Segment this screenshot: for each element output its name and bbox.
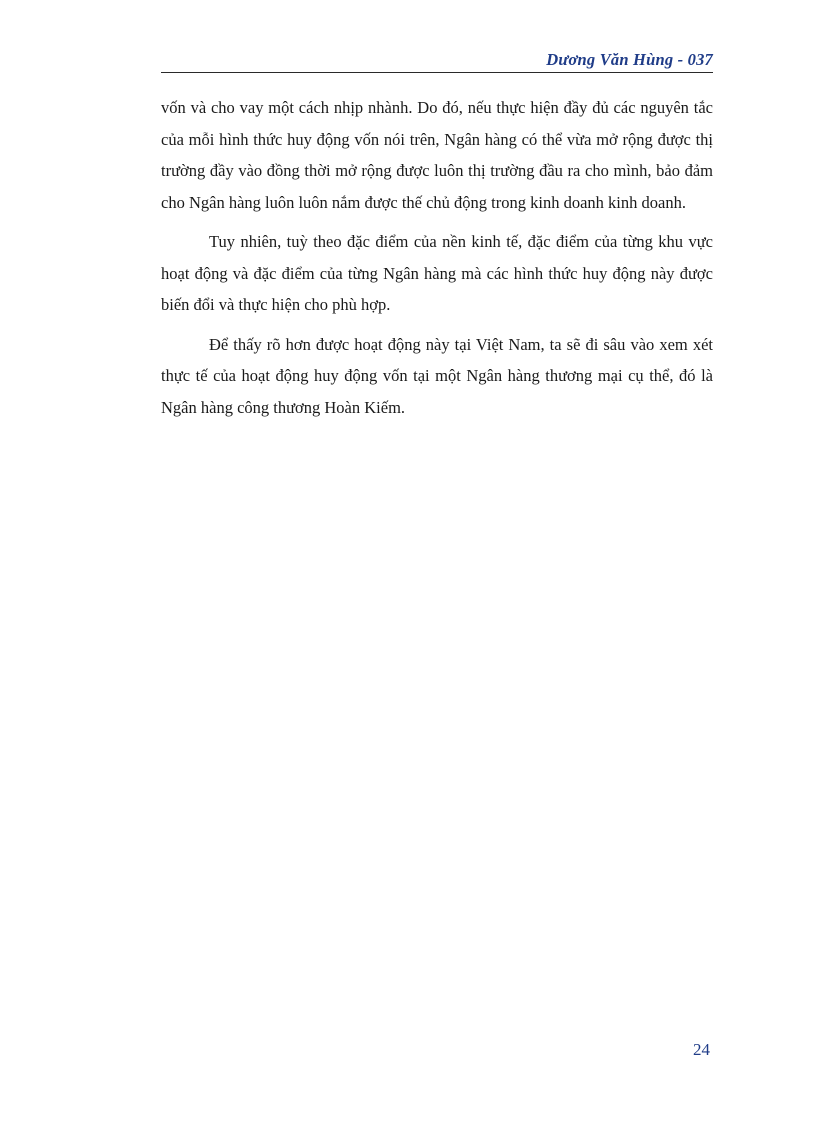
page-number: 24 [693, 1040, 710, 1059]
paragraph: Tuy nhiên, tuỳ theo đặc điểm của nền kinh tế, đặc điểm của từng khu vực hoạt động và đặc điểm của từng Ngân hàng mà các hình thức huy động này được biến đổi và thực hiện cho phù hợp. [161, 232, 713, 314]
page-body [161, 92, 713, 431]
header-divider [161, 72, 713, 73]
header-author: Dương Văn Hùng - 037 [546, 50, 713, 69]
paragraph: Để thấy rõ hơn được hoạt động này tại Việt Nam, ta sẽ đi sâu vào xem xét thực tế của hoạt động huy động vốn tại một Ngân hàng thương mại cụ thể, đó là Ngân hàng công thương Hoàn Kiếm. [161, 334, 713, 417]
paragraph-continuation: vốn và cho vay một cách nhịp nhành. Do đó, nếu thực hiện đầy đủ các nguyên tắc của mỗi hình thức huy động vốn nói trên, Ngân hàng có thể vừa mở rộng được thị trường đầy vào đồng thời mở rộng được luôn thị trường đầu ra cho mình, bảo đảm cho Ngân hàng luôn luôn nắm được thế chủ động trong kinh doanh kinh doanh. [161, 98, 713, 212]
